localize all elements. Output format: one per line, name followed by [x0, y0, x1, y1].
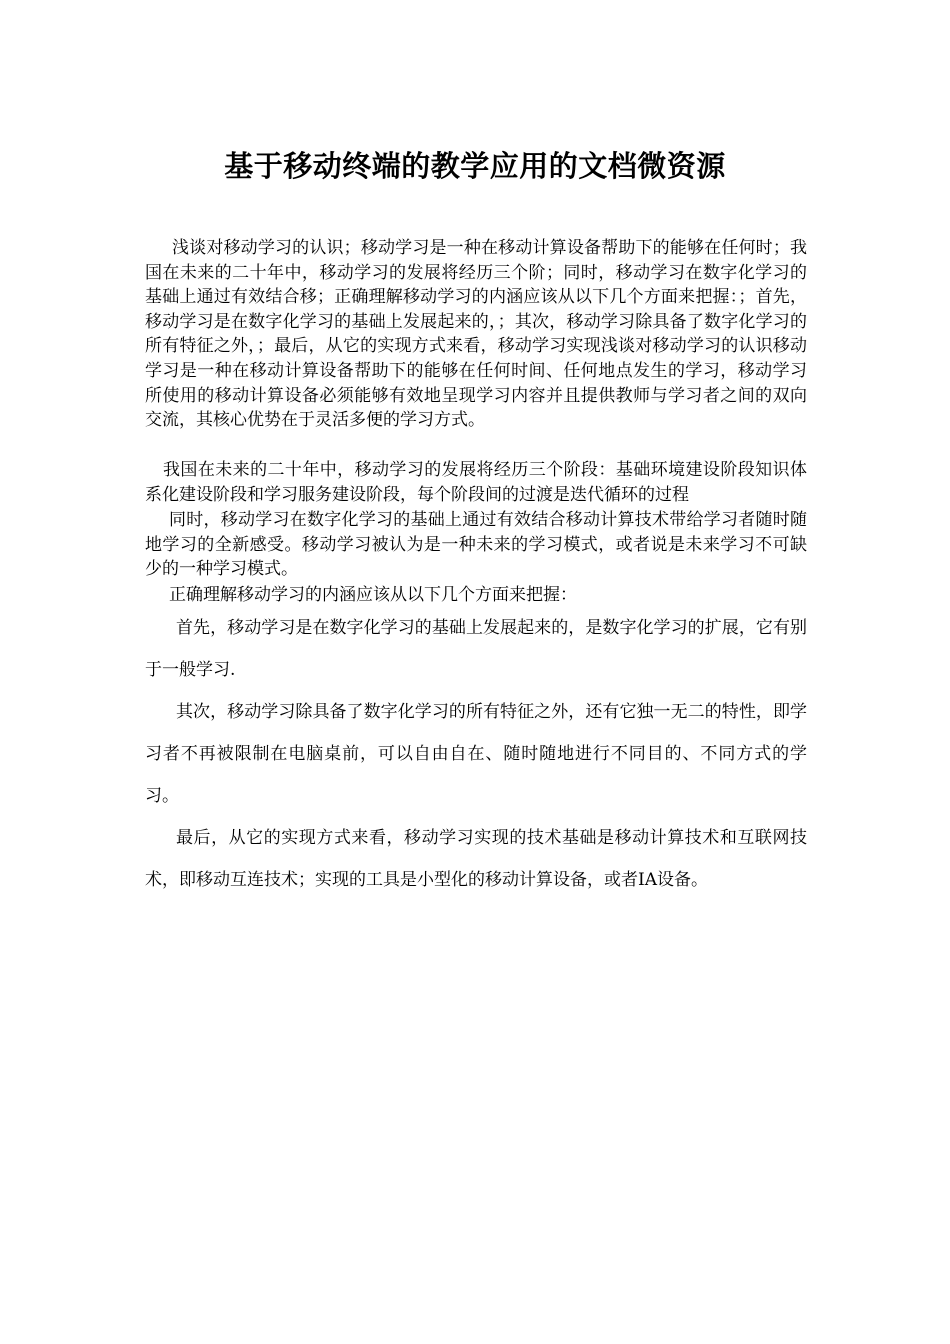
document-title: 基于移动终端的教学应用的文档微资源 [224, 149, 726, 183]
paragraph-development-stages: 我国在未来的二十年中，移动学习的发展将经历三个阶段：基础环境建设阶段知识体系化建设阶段和学习服务建设阶段，每个阶段间的过渡是迭代循环的过程 [145, 460, 807, 505]
paragraph-overview: 浅谈对移动学习的认识；移动学习是一种在移动计算设备帮助下的能够在任何时；我国在未来的二十年中，移动学习的发展将经历三个阶；同时，移动学习在数字化学习的基础上通过有效结合移；正确理解移动学习的内涵应该从以下几个方面来把握：；首先，移动学习是在数字化学习的基础上发展起来的，；其次，移动学习除具备了数字化学习的所有特征之外，；最后，从它的实现方式来看，移动学习实现浅谈对移动学习的认识移动学习是一种在移动计算设备帮助下的能够在任何时间、任何地点发生的学习，移动学习所使用的移动计算设备必须能够有效地呈现学习内容并且提供教师与学习者之间的双向交流，其核心优势在于灵活多便的学习方式。 [145, 238, 807, 431]
paragraph-second-point: 其次，移动学习除具备了数字化学习的所有特征之外，还有它独一无二的特性，即学习者不再被限制在电脑桌前，可以自由自在、随时随地进行不同目的、不同方式的学习。 [145, 702, 807, 806]
paragraph-third-point: 最后，从它的实现方式来看，移动学习实现的技术基础是移动计算技术和互联网技术，即移动互连技术；实现的工具是小型化的移动计算设备，或者IA设备。 [145, 828, 807, 890]
paragraph-new-experience: 同时，移动学习在数字化学习的基础上通过有效结合移动计算技术带给学习者随时随地学习的全新感受。移动学习被认为是一种未来的学习模式，或者说是未来学习不可缺少的一种学习模式。 [145, 510, 807, 580]
paragraph-understanding-intro: 正确理解移动学习的内涵应该从以下几个方面来把握： [169, 585, 577, 605]
paragraph-first-point: 首先，移动学习是在数字化学习的基础上发展起来的，是数字化学习的扩展，它有别于一般学习. [145, 618, 807, 680]
